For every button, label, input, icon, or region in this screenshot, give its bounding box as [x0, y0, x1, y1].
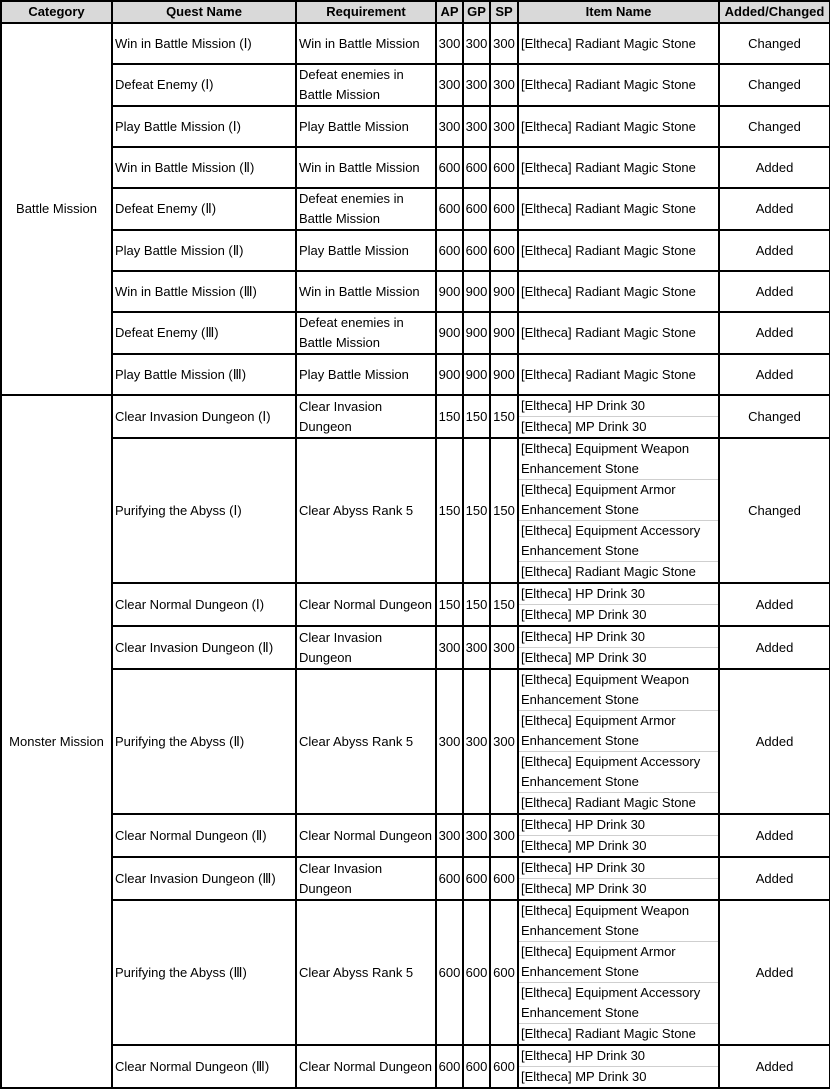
gp-cell: 600	[463, 1045, 490, 1088]
requirement-cell: Clear Invasion Dungeon	[296, 857, 436, 900]
item-entry: [Eltheca] HP Drink 30	[519, 858, 718, 879]
gp-cell: 150	[463, 395, 490, 438]
table-row	[1, 900, 830, 1045]
item-entry: [Eltheca] MP Drink 30	[521, 838, 647, 853]
quest-name-cell: Clear Invasion Dungeon (Ⅲ)	[112, 857, 296, 900]
table-row	[1, 669, 830, 814]
item-name-cell	[518, 312, 719, 354]
gp-cell: 150	[463, 583, 490, 626]
category-cell: Battle Mission	[1, 23, 112, 395]
quest-name-cell: Clear Invasion Dungeon (Ⅰ)	[112, 395, 296, 438]
gp-cell: 900	[463, 271, 490, 312]
item-name-cell	[518, 23, 719, 64]
gp-cell: 600	[463, 188, 490, 230]
requirement-cell: Clear Normal Dungeon	[296, 1045, 436, 1088]
item-name-cell	[518, 814, 719, 857]
requirement-cell: Clear Invasion Dungeon	[296, 626, 436, 669]
requirement-cell: Clear Abyss Rank 5	[296, 438, 436, 583]
quest-name-cell: Purifying the Abyss (Ⅰ)	[112, 438, 296, 583]
ap-cell: 300	[436, 669, 463, 814]
sp-cell: 300	[490, 626, 518, 669]
status-cell: Added	[719, 814, 830, 857]
requirement-cell: Play Battle Mission	[296, 230, 436, 271]
table-row	[1, 188, 830, 230]
ap-cell: 600	[436, 857, 463, 900]
table-row	[1, 312, 830, 354]
item-entry: [Eltheca] HP Drink 30	[519, 627, 718, 648]
quest-name-cell: Clear Normal Dungeon (Ⅲ)	[112, 1045, 296, 1088]
gp-cell: 900	[463, 312, 490, 354]
table-row	[1, 354, 830, 395]
item-entry: [Eltheca] Radiant Magic Stone	[521, 118, 696, 134]
ap-cell: 900	[436, 312, 463, 354]
category-cell: Monster Mission	[1, 395, 112, 1088]
header-gp: GP	[463, 1, 490, 23]
quest-name-cell: Clear Normal Dungeon (Ⅱ)	[112, 814, 296, 857]
status-cell: Added	[719, 669, 830, 814]
header-requirement: Requirement	[296, 1, 436, 23]
sp-cell: 600	[490, 1045, 518, 1088]
sp-cell: 150	[490, 583, 518, 626]
gp-cell: 600	[463, 857, 490, 900]
item-name-cell	[518, 583, 719, 626]
item-entry: [Eltheca] Equipment Armor Enhancement Stone	[519, 711, 718, 752]
item-entry: [Eltheca] Radiant Magic Stone	[521, 325, 696, 340]
header-row	[1, 1, 830, 23]
ap-cell: 300	[436, 814, 463, 857]
item-entry: [Eltheca] MP Drink 30	[521, 881, 647, 896]
header-status: Added/Changed	[719, 1, 830, 23]
item-name-cell	[518, 438, 719, 583]
item-name-cell	[518, 271, 719, 312]
quest-name-cell: Defeat Enemy (Ⅲ)	[112, 312, 296, 354]
requirement-cell: Win in Battle Mission	[296, 147, 436, 188]
item-entry: [Eltheca] Equipment Accessory Enhancement Stone	[519, 521, 718, 562]
gp-cell: 600	[463, 900, 490, 1045]
requirement-cell: Defeat enemies in Battle Mission	[296, 188, 436, 230]
item-name-cell	[518, 188, 719, 230]
sp-cell: 300	[490, 64, 518, 106]
quest-name-cell: Clear Normal Dungeon (Ⅰ)	[112, 583, 296, 626]
ap-cell: 300	[436, 23, 463, 64]
item-name-cell	[518, 626, 719, 669]
ap-cell: 600	[436, 900, 463, 1045]
header-quest-name: Quest Name	[112, 1, 296, 23]
header-sp: SP	[490, 1, 518, 23]
sp-cell: 600	[490, 230, 518, 271]
ap-cell: 600	[436, 147, 463, 188]
item-entry: [Eltheca] Equipment Accessory Enhancement Stone	[519, 983, 718, 1024]
requirement-cell: Clear Invasion Dungeon	[296, 395, 436, 438]
requirement-cell: Play Battle Mission	[296, 354, 436, 395]
quest-name-cell: Win in Battle Mission (Ⅰ)	[112, 23, 296, 64]
gp-cell: 300	[463, 23, 490, 64]
item-entry: [Eltheca] Equipment Weapon Enhancement Stone	[519, 439, 718, 480]
status-cell: Changed	[719, 64, 830, 106]
item-entry: [Eltheca] Radiant Magic Stone	[521, 159, 696, 175]
header-ap: AP	[436, 1, 463, 23]
item-entry: [Eltheca] Equipment Accessory Enhancement Stone	[519, 752, 718, 793]
table-row	[1, 230, 830, 271]
quest-name-cell: Win in Battle Mission (Ⅱ)	[112, 147, 296, 188]
quest-name-cell: Defeat Enemy (Ⅰ)	[112, 64, 296, 106]
table-row	[1, 626, 830, 669]
sp-cell: 300	[490, 669, 518, 814]
item-entry: [Eltheca] Radiant Magic Stone	[521, 77, 696, 92]
table-row	[1, 271, 830, 312]
requirement-cell: Clear Normal Dungeon	[296, 814, 436, 857]
item-name-cell	[518, 230, 719, 271]
sp-cell: 900	[490, 354, 518, 395]
gp-cell: 150	[463, 438, 490, 583]
requirement-cell: Clear Abyss Rank 5	[296, 900, 436, 1045]
item-name-cell	[518, 900, 719, 1045]
gp-cell: 300	[463, 106, 490, 147]
ap-cell: 300	[436, 64, 463, 106]
quest-name-cell: Win in Battle Mission (Ⅲ)	[112, 271, 296, 312]
item-entry: [Eltheca] Radiant Magic Stone	[521, 366, 696, 382]
item-entry: [Eltheca] Radiant Magic Stone	[521, 1026, 696, 1041]
item-entry: [Eltheca] MP Drink 30	[521, 419, 647, 434]
requirement-cell: Win in Battle Mission	[296, 271, 436, 312]
requirement-cell: Defeat enemies in Battle Mission	[296, 312, 436, 354]
item-entry: [Eltheca] Radiant Magic Stone	[521, 201, 696, 216]
item-entry: [Eltheca] Equipment Armor Enhancement Stone	[519, 480, 718, 521]
gp-cell: 900	[463, 354, 490, 395]
table-row	[1, 1045, 830, 1088]
ap-cell: 600	[436, 188, 463, 230]
status-cell: Added	[719, 900, 830, 1045]
status-cell: Added	[719, 354, 830, 395]
status-cell: Added	[719, 188, 830, 230]
ap-cell: 600	[436, 230, 463, 271]
gp-cell: 300	[463, 669, 490, 814]
requirement-cell: Win in Battle Mission	[296, 23, 436, 64]
sp-cell: 600	[490, 147, 518, 188]
quest-name-cell: Purifying the Abyss (Ⅱ)	[112, 669, 296, 814]
sp-cell: 300	[490, 23, 518, 64]
item-entry: [Eltheca] Radiant Magic Stone	[521, 795, 696, 810]
ap-cell: 600	[436, 1045, 463, 1088]
status-cell: Added	[719, 147, 830, 188]
quest-name-cell: Defeat Enemy (Ⅱ)	[112, 188, 296, 230]
gp-cell: 600	[463, 147, 490, 188]
sp-cell: 300	[490, 814, 518, 857]
table-row	[1, 64, 830, 106]
item-entry: [Eltheca] HP Drink 30	[519, 584, 718, 605]
requirement-cell: Play Battle Mission	[296, 106, 436, 147]
quest-name-cell: Play Battle Mission (Ⅰ)	[112, 106, 296, 147]
ap-cell: 300	[436, 626, 463, 669]
item-entry: [Eltheca] Radiant Magic Stone	[521, 242, 696, 258]
item-name-cell	[518, 354, 719, 395]
gp-cell: 300	[463, 64, 490, 106]
status-cell: Added	[719, 626, 830, 669]
item-entry: [Eltheca] HP Drink 30	[519, 1046, 718, 1067]
item-entry: [Eltheca] HP Drink 30	[519, 815, 718, 836]
quest-name-cell: Play Battle Mission (Ⅱ)	[112, 230, 296, 271]
header-category: Category	[1, 1, 112, 23]
sp-cell: 600	[490, 900, 518, 1045]
quest-name-cell: Clear Invasion Dungeon (Ⅱ)	[112, 626, 296, 669]
item-entry: [Eltheca] Radiant Magic Stone	[521, 564, 696, 579]
sp-cell: 900	[490, 312, 518, 354]
sp-cell: 900	[490, 271, 518, 312]
item-name-cell	[518, 669, 719, 814]
sp-cell: 300	[490, 106, 518, 147]
item-entry: [Eltheca] MP Drink 30	[521, 650, 647, 665]
table-row	[1, 395, 830, 438]
gp-cell: 300	[463, 814, 490, 857]
item-entry: [Eltheca] Equipment Armor Enhancement Stone	[519, 942, 718, 983]
table-row	[1, 106, 830, 147]
status-cell: Added	[719, 583, 830, 626]
table-row	[1, 23, 830, 64]
ap-cell: 900	[436, 271, 463, 312]
quest-name-cell: Play Battle Mission (Ⅲ)	[112, 354, 296, 395]
table-row	[1, 814, 830, 857]
quest-name-cell: Purifying the Abyss (Ⅲ)	[112, 900, 296, 1045]
ap-cell: 150	[436, 438, 463, 583]
table-row	[1, 857, 830, 900]
item-entry: [Eltheca] Radiant Magic Stone	[521, 35, 696, 51]
status-cell: Added	[719, 230, 830, 271]
table-row	[1, 438, 830, 583]
sp-cell: 600	[490, 188, 518, 230]
ap-cell: 150	[436, 583, 463, 626]
item-entry: [Eltheca] MP Drink 30	[521, 607, 647, 622]
item-name-cell	[518, 64, 719, 106]
requirement-cell: Defeat enemies in Battle Mission	[296, 64, 436, 106]
status-cell: Added	[719, 271, 830, 312]
sp-cell: 150	[490, 438, 518, 583]
status-cell: Added	[719, 857, 830, 900]
requirement-cell: Clear Abyss Rank 5	[296, 669, 436, 814]
sp-cell: 600	[490, 857, 518, 900]
requirement-cell: Clear Normal Dungeon	[296, 583, 436, 626]
header-item-name: Item Name	[518, 1, 719, 23]
item-entry: [Eltheca] HP Drink 30	[519, 396, 718, 417]
gp-cell: 300	[463, 626, 490, 669]
gp-cell: 600	[463, 230, 490, 271]
status-cell: Changed	[719, 106, 830, 147]
table-row	[1, 147, 830, 188]
status-cell: Added	[719, 312, 830, 354]
item-name-cell	[518, 106, 719, 147]
sp-cell: 150	[490, 395, 518, 438]
ap-cell: 300	[436, 106, 463, 147]
item-entry: [Eltheca] Equipment Weapon Enhancement Stone	[519, 670, 718, 711]
status-cell: Changed	[719, 23, 830, 64]
status-cell: Added	[719, 1045, 830, 1088]
item-name-cell	[518, 147, 719, 188]
status-cell: Changed	[719, 395, 830, 438]
item-name-cell	[518, 1045, 719, 1088]
status-cell: Changed	[719, 438, 830, 583]
table-row	[1, 583, 830, 626]
table-body	[1, 23, 830, 1088]
ap-cell: 150	[436, 395, 463, 438]
ap-cell: 900	[436, 354, 463, 395]
item-entry: [Eltheca] Radiant Magic Stone	[521, 283, 696, 299]
item-entry: [Eltheca] Equipment Weapon Enhancement Stone	[519, 901, 718, 942]
item-name-cell	[518, 395, 719, 438]
item-entry: [Eltheca] MP Drink 30	[521, 1069, 647, 1084]
item-name-cell	[518, 857, 719, 900]
